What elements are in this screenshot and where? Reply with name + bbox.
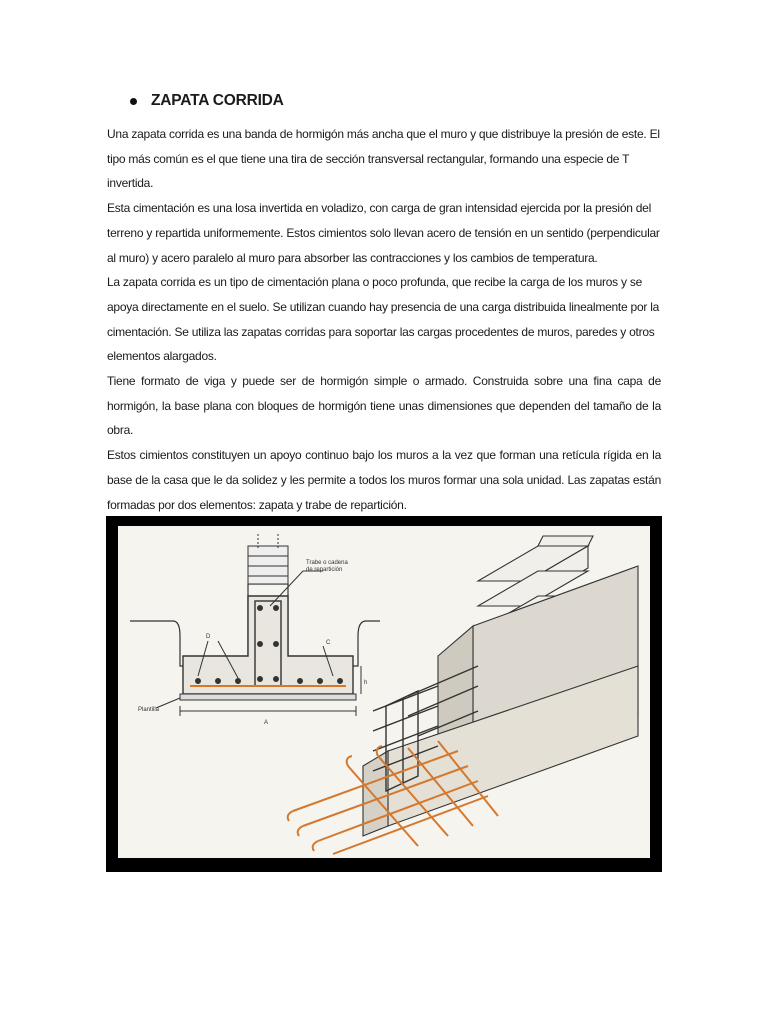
label-h: h [364,680,368,686]
paragraph-3: La zapata corrida es un tipo de cimentación plana o poco profunda, que recibe la carga de los muros y se apoya directamente en el suelo. Se utilizan cuando hay presencia de una carga distribuida linealmente por la cimentación. Se utiliza las zapatas corridas para soportar las cargas procedentes de muros, paredes y otros elementos alargados. [107,275,660,364]
label-c: C [326,640,331,646]
label-trabe-2: de repartición [306,567,343,573]
label-d: D [206,634,211,640]
section-heading [130,92,284,110]
paragraph-2: Esta cimentación es una losa invertida en voladizo, con carga de gran intensidad ejercida por la presión del terreno y repartida uniformemente. Estos cimientos solo llevan acero de tensión en un sentido (perpendicular al muro) y acero paralelo al muro para absorber las contracciones y los cambios de temperatura. [107,201,660,265]
foundation-drawing [118,526,650,858]
body-text [107,122,661,517]
paragraph-1: Una zapata corrida es una banda de hormigón más ancha que el muro y que distribuye la presión de este. El tipo más común es el que tiene una tira de sección transversal rectangular, formando una especie de T invertida. [107,127,660,191]
label-plantilla: Plantilla [138,707,160,713]
section-title: ZAPATA CORRIDA [151,92,284,109]
label-a: A [264,720,269,726]
bullet-icon [130,98,137,105]
foundation-illustration [118,526,650,858]
paragraph-4: Tiene formato de viga y puede ser de hormigón simple o armado. Construida sobre una fina capa de hormigón, la base plana con bloques de hormigón tiene unas dimensiones que dependen del tamaño de la obra. [107,374,661,438]
figure-frame [106,516,662,872]
paragraph-5: Estos cimientos constituyen un apoyo continuo bajo los muros a la vez que forman una retícula rígida en la base de la casa que le da solidez y les permite a todos los muros formar una sola unidad. Las zapatas están formadas por dos elementos: zapata y trabe de repartición. [107,448,661,512]
label-trabe-1: Trabe o cadena [306,560,348,566]
perspective-drawing [363,536,638,836]
